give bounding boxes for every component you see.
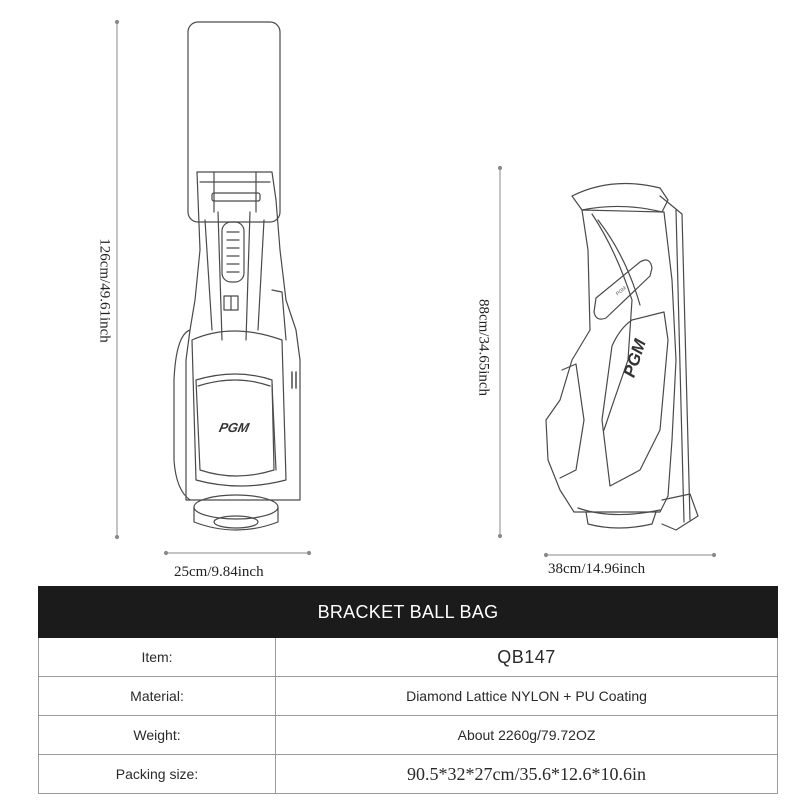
bag-side-view — [546, 184, 698, 531]
spec-table — [38, 586, 778, 794]
packing-size-value: 90.5*32*27cm/35.6*12.6*10.6in — [276, 755, 778, 794]
bag1-height-label: 126cm/49.61inch — [96, 238, 113, 343]
weight-value: About 2260g/79.72OZ — [276, 716, 778, 755]
pgm-logo-side: PGM — [619, 336, 650, 380]
bag2-height-label: 88cm/34.65inch — [475, 298, 492, 397]
table-row — [39, 755, 778, 794]
bag1-width-label: 25cm/9.84inch — [174, 564, 264, 580]
bag-front-view — [174, 22, 300, 530]
table-row — [39, 677, 778, 716]
item-label: Item: — [39, 638, 276, 677]
name-tag-label: PGM — [615, 285, 628, 298]
pgm-logo-front: PGM — [217, 420, 251, 435]
spec-table-header — [39, 587, 778, 638]
material-value: Diamond Lattice NYLON + PU Coating — [276, 677, 778, 716]
bag2-width-label: 38cm/14.96inch — [548, 561, 646, 577]
spec-title: BRACKET BALL BAG — [39, 587, 778, 638]
weight-label: Weight: — [39, 716, 276, 755]
material-label: Material: — [39, 677, 276, 716]
packing-size-label: Packing size: — [39, 755, 276, 794]
table-row — [39, 716, 778, 755]
table-row — [39, 638, 778, 677]
item-value: QB147 — [276, 638, 778, 677]
